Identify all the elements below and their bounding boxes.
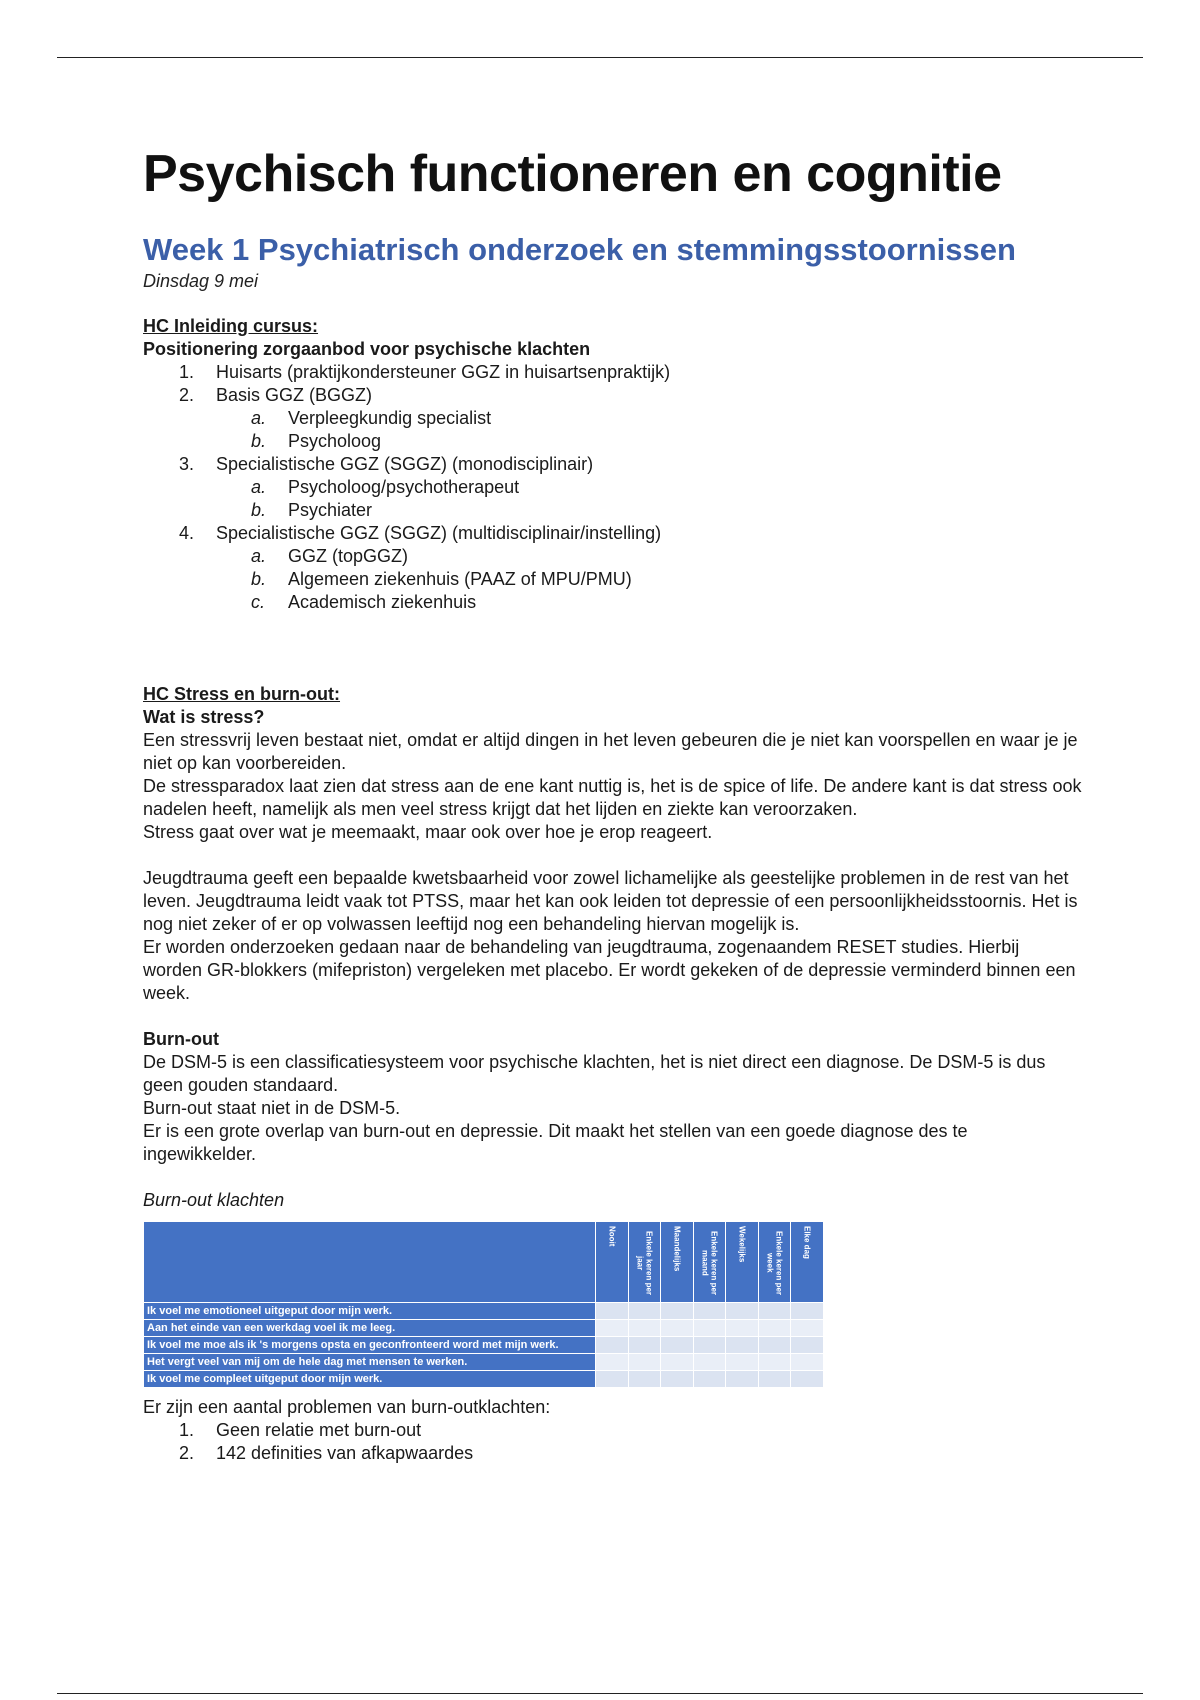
table-row-label: Het vergt veel van mij om de hele dag met mensen te werken. xyxy=(144,1354,596,1371)
table-row xyxy=(144,1371,824,1388)
paragraph: Er zijn een aantal problemen van burn-outklachten: xyxy=(143,1397,551,1417)
table-header-cell: Nooit xyxy=(596,1222,629,1303)
table-header-cell: Elke dag xyxy=(791,1222,824,1303)
table-cell xyxy=(693,1303,726,1320)
section-heading-inleiding: HC Inleiding cursus: xyxy=(143,316,319,336)
table-header-empty xyxy=(144,1222,596,1303)
section-subheading-positionering: Positionering zorgaanbod voor psychische klachten xyxy=(143,339,591,359)
table-cell xyxy=(661,1371,694,1388)
table-cell xyxy=(758,1354,791,1371)
paragraph: Stress gaat over wat je meemaakt, maar ook over hoe je erop reageert. xyxy=(143,822,713,842)
table-cell xyxy=(791,1320,824,1337)
paragraph: Een stressvrij leven bestaat niet, omdat er altijd dingen in het leven gebeuren die je niet kan voorspellen en waar je je niet op kan voorbereiden. xyxy=(143,730,1078,773)
burnout-table xyxy=(143,1221,824,1388)
table-cell xyxy=(726,1320,759,1337)
table-cell xyxy=(661,1320,694,1337)
table-cell xyxy=(628,1337,661,1354)
table-cell xyxy=(628,1303,661,1320)
burnout-table-wrapper xyxy=(143,1221,824,1388)
paragraph: De DSM-5 is een classificatiesysteem voor psychische klachten, het is niet direct een diagnose. De DSM-5 is dus geen gouden standaard. xyxy=(143,1052,1046,1095)
table-cell xyxy=(758,1371,791,1388)
table-header-row xyxy=(144,1222,824,1303)
list-item: 2. 142 definities van afkapwaardes xyxy=(179,1443,474,1463)
top-rule xyxy=(57,57,1143,58)
table-row xyxy=(144,1354,824,1371)
table-cell xyxy=(726,1371,759,1388)
list-item: 2. Basis GGZ (BGGZ) xyxy=(179,385,373,405)
table-row xyxy=(144,1337,824,1354)
table-cell xyxy=(726,1354,759,1371)
table-cell xyxy=(628,1371,661,1388)
table-cell xyxy=(628,1320,661,1337)
table-cell xyxy=(726,1303,759,1320)
table-cell xyxy=(661,1303,694,1320)
list-item: 1. Huisarts (praktijkondersteuner GGZ in huisartsenpraktijk) xyxy=(179,362,671,382)
table-cell xyxy=(791,1337,824,1354)
list-item: 3. Specialistische GGZ (SGGZ) (monodisciplinair) xyxy=(179,454,594,474)
week-heading: Week 1 Psychiatrisch onderzoek en stemmingsstoornissen xyxy=(143,232,1016,267)
table-cell xyxy=(726,1337,759,1354)
table-row-label: Ik voel me emotioneel uitgeput door mijn werk. xyxy=(144,1303,596,1320)
table-row-label: Aan het einde van een werkdag voel ik me leeg. xyxy=(144,1320,596,1337)
sub-list-item: a. Verpleegkundig specialist xyxy=(251,408,492,428)
table-cell xyxy=(596,1320,629,1337)
table-cell xyxy=(758,1337,791,1354)
table-cell xyxy=(791,1354,824,1371)
burnout-heading: Burn-out xyxy=(143,1029,219,1049)
table-row-label: Ik voel me compleet uitgeput door mijn werk. xyxy=(144,1371,596,1388)
paragraph: De stressparadox laat zien dat stress aan de ene kant nuttig is, het is de spice of life. De andere kant is dat stress ook nadelen heeft, namelijk als men veel stress krijgt dat het lijden en ziekte kan veroorzaken. xyxy=(143,776,1082,819)
table-cell xyxy=(791,1303,824,1320)
table-cell xyxy=(661,1354,694,1371)
sub-list-item: b. Algemeen ziekenhuis (PAAZ of MPU/PMU) xyxy=(251,569,632,589)
care-list xyxy=(143,361,1083,614)
table-header-cell: Maandelijks xyxy=(661,1222,694,1303)
paragraph: Jeugdtrauma geeft een bepaalde kwetsbaarheid voor zowel lichamelijke als geestelijke problemen in de rest van het leven. Jeugdtrauma leidt vaak tot PTSS, maar het kan ook leiden tot depressie of een persoonlijkheidsstoornis. Het is nog niet zeker of er op volwassen leeftijd nog een behandeling hiervan mogelijk is. xyxy=(143,868,1078,934)
document-title: Psychisch functioneren en cognitie xyxy=(143,145,1002,203)
table-cell xyxy=(758,1320,791,1337)
table-cell xyxy=(596,1337,629,1354)
table-cell xyxy=(596,1303,629,1320)
table-row xyxy=(144,1303,824,1320)
table-cell xyxy=(693,1371,726,1388)
sub-list-item: b. Psycholoog xyxy=(251,431,382,451)
section-heading-stress: HC Stress en burn-out: xyxy=(143,684,341,704)
sub-list-item: b. Psychiater xyxy=(251,500,373,520)
document-page xyxy=(143,140,1083,1465)
table-row xyxy=(144,1320,824,1337)
table-cell xyxy=(791,1371,824,1388)
table-caption: Burn-out klachten xyxy=(143,1190,285,1210)
table-header-cell: Wekelijks xyxy=(726,1222,759,1303)
table-header-cell: Enkele keren per week xyxy=(758,1222,791,1303)
sub-list-item: a. GGZ (topGGZ) xyxy=(251,546,409,566)
table-cell xyxy=(661,1337,694,1354)
paragraph: Burn-out staat niet in de DSM-5. xyxy=(143,1098,401,1118)
sub-list-item: c. Academisch ziekenhuis xyxy=(251,592,477,612)
paragraph: Er worden onderzoeken gedaan naar de behandeling van jeugdtrauma, zogenaandem RESET studies. Hierbij worden GR-blokkers (mifepriston) vergeleken met placebo. Er wordt gekeken of de depressie verminderd binnen een week. xyxy=(143,937,1076,1003)
list-item: 4. Specialistische GGZ (SGGZ) (multidisciplinair/instelling) xyxy=(179,523,662,543)
list-item: 1. Geen relatie met burn-out xyxy=(179,1420,422,1440)
table-cell xyxy=(693,1320,726,1337)
table-cell xyxy=(693,1354,726,1371)
section-subheading-stress: Wat is stress? xyxy=(143,707,265,727)
table-cell xyxy=(596,1371,629,1388)
table-row-label: Ik voel me moe als ik 's morgens opsta en geconfronteerd word met mijn werk. xyxy=(144,1337,596,1354)
date-line: Dinsdag 9 mei xyxy=(143,271,259,291)
table-header-cell: Enkele keren per maand xyxy=(693,1222,726,1303)
table-cell xyxy=(628,1354,661,1371)
table-cell xyxy=(758,1303,791,1320)
table-header-cell: Enkele keren per jaar xyxy=(628,1222,661,1303)
paragraph: Er is een grote overlap van burn-out en depressie. Dit maakt het stellen van een goede diagnose des te ingewikkelder. xyxy=(143,1121,968,1164)
sub-list-item: a. Psycholoog/psychotherapeut xyxy=(251,477,520,497)
bottom-rule xyxy=(57,1693,1143,1694)
problems-list xyxy=(143,1419,1083,1465)
table-cell xyxy=(596,1354,629,1371)
table-cell xyxy=(693,1337,726,1354)
